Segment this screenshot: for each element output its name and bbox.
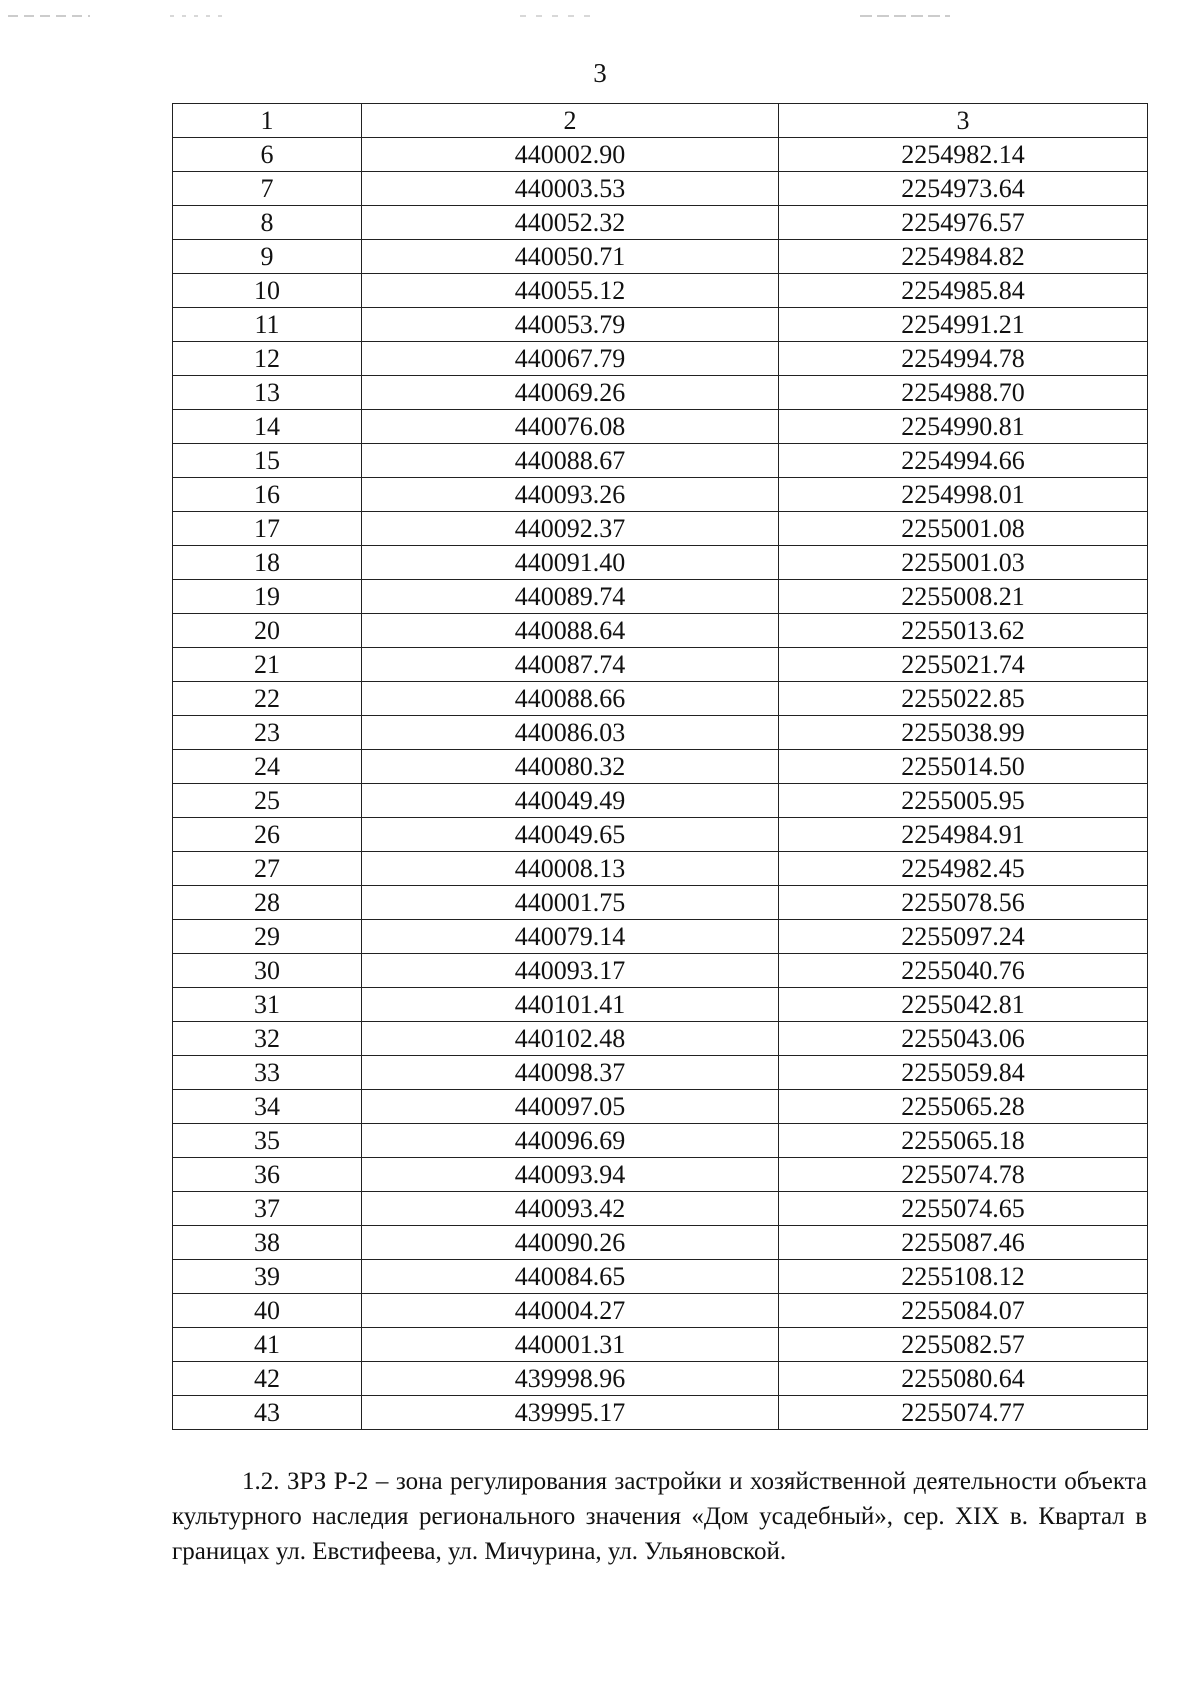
header-cell-col2: 2: [362, 104, 779, 138]
table-row: [173, 1158, 1148, 1192]
table-row: [173, 886, 1148, 920]
x-coordinate-cell: 440097.05: [362, 1090, 779, 1124]
zone-description-paragraph: 1.2. ЗРЗ Р-2 – зона регулирования застройки и хозяйственной деятельности объекта культурного наследия регионального значения «Дом усадебный», сер. XIX в. Квартал в границах ул. Евстифеева, ул. Мичурина, ул. Ульяновской.: [172, 1468, 1147, 1565]
x-coordinate-cell: 440091.40: [362, 546, 779, 580]
point-number-cell: 41: [173, 1328, 362, 1362]
point-number-cell: 20: [173, 614, 362, 648]
y-coordinate-cell: 2255059.84: [779, 1056, 1148, 1090]
point-number-cell: 22: [173, 682, 362, 716]
x-coordinate-cell: 440102.48: [362, 1022, 779, 1056]
x-coordinate-cell: 440080.32: [362, 750, 779, 784]
table-row: [173, 478, 1148, 512]
point-number-cell: 39: [173, 1260, 362, 1294]
x-coordinate-cell: 440093.94: [362, 1158, 779, 1192]
x-coordinate-cell: 440098.37: [362, 1056, 779, 1090]
x-coordinate-cell: 440008.13: [362, 852, 779, 886]
x-coordinate-cell: 440004.27: [362, 1294, 779, 1328]
table-row: [173, 614, 1148, 648]
point-number-cell: 8: [173, 206, 362, 240]
table-row: [173, 1124, 1148, 1158]
y-coordinate-cell: 2255042.81: [779, 988, 1148, 1022]
point-number-cell: 10: [173, 274, 362, 308]
x-coordinate-cell: 440067.79: [362, 342, 779, 376]
table-body: [173, 138, 1148, 1430]
x-coordinate-cell: 440088.67: [362, 444, 779, 478]
point-number-cell: 30: [173, 954, 362, 988]
y-coordinate-cell: 2255001.08: [779, 512, 1148, 546]
x-coordinate-cell: 440096.69: [362, 1124, 779, 1158]
x-coordinate-cell: 440087.74: [362, 648, 779, 682]
point-number-cell: 13: [173, 376, 362, 410]
table-row: [173, 1328, 1148, 1362]
point-number-cell: 14: [173, 410, 362, 444]
table-row: [173, 308, 1148, 342]
y-coordinate-cell: 2254988.70: [779, 376, 1148, 410]
table-row: [173, 1226, 1148, 1260]
y-coordinate-cell: 2255043.06: [779, 1022, 1148, 1056]
y-coordinate-cell: 2255014.50: [779, 750, 1148, 784]
table-row: [173, 988, 1148, 1022]
x-coordinate-cell: 440089.74: [362, 580, 779, 614]
point-number-cell: 24: [173, 750, 362, 784]
table-row: [173, 1090, 1148, 1124]
y-coordinate-cell: 2255021.74: [779, 648, 1148, 682]
point-number-cell: 12: [173, 342, 362, 376]
point-number-cell: 27: [173, 852, 362, 886]
y-coordinate-cell: 2255078.56: [779, 886, 1148, 920]
point-number-cell: 36: [173, 1158, 362, 1192]
y-coordinate-cell: 2255074.65: [779, 1192, 1148, 1226]
y-coordinate-cell: 2255084.07: [779, 1294, 1148, 1328]
point-number-cell: 26: [173, 818, 362, 852]
x-coordinate-cell: 439995.17: [362, 1396, 779, 1430]
y-coordinate-cell: 2255065.28: [779, 1090, 1148, 1124]
y-coordinate-cell: 2254994.66: [779, 444, 1148, 478]
page-number: 3: [593, 58, 607, 88]
x-coordinate-cell: 440090.26: [362, 1226, 779, 1260]
point-number-cell: 32: [173, 1022, 362, 1056]
table-row: [173, 1294, 1148, 1328]
table-row: [173, 920, 1148, 954]
point-number-cell: 37: [173, 1192, 362, 1226]
point-number-cell: 15: [173, 444, 362, 478]
x-coordinate-cell: 440079.14: [362, 920, 779, 954]
x-coordinate-cell: 440002.90: [362, 138, 779, 172]
y-coordinate-cell: 2254984.82: [779, 240, 1148, 274]
y-coordinate-cell: 2254973.64: [779, 172, 1148, 206]
x-coordinate-cell: 440050.71: [362, 240, 779, 274]
y-coordinate-cell: 2255022.85: [779, 682, 1148, 716]
table-row: [173, 206, 1148, 240]
point-number-cell: 34: [173, 1090, 362, 1124]
table-row: [173, 1192, 1148, 1226]
y-coordinate-cell: 2255074.78: [779, 1158, 1148, 1192]
table-row: [173, 274, 1148, 308]
point-number-cell: 43: [173, 1396, 362, 1430]
y-coordinate-cell: 2254994.78: [779, 342, 1148, 376]
x-coordinate-cell: 440084.65: [362, 1260, 779, 1294]
point-number-cell: 28: [173, 886, 362, 920]
table-row: [173, 784, 1148, 818]
header-cell-col1: 1: [173, 104, 362, 138]
header-cell-col3: 3: [779, 104, 1148, 138]
y-coordinate-cell: 2254991.21: [779, 308, 1148, 342]
point-number-cell: 9: [173, 240, 362, 274]
table-row: [173, 342, 1148, 376]
point-number-cell: 11: [173, 308, 362, 342]
table-row: [173, 376, 1148, 410]
x-coordinate-cell: 440055.12: [362, 274, 779, 308]
x-coordinate-cell: 440052.32: [362, 206, 779, 240]
table-row: [173, 1022, 1148, 1056]
point-number-cell: 16: [173, 478, 362, 512]
y-coordinate-cell: 2254984.91: [779, 818, 1148, 852]
table-row: [173, 240, 1148, 274]
table-row: [173, 682, 1148, 716]
x-coordinate-cell: 440001.75: [362, 886, 779, 920]
point-number-cell: 42: [173, 1362, 362, 1396]
y-coordinate-cell: 2254976.57: [779, 206, 1148, 240]
y-coordinate-cell: 2254982.14: [779, 138, 1148, 172]
table-row: [173, 580, 1148, 614]
scan-edge-marks: [0, 14, 1200, 18]
y-coordinate-cell: 2255001.03: [779, 546, 1148, 580]
table-row: [173, 172, 1148, 206]
x-coordinate-cell: 440088.64: [362, 614, 779, 648]
x-coordinate-cell: 440093.42: [362, 1192, 779, 1226]
y-coordinate-cell: 2255065.18: [779, 1124, 1148, 1158]
y-coordinate-cell: 2255005.95: [779, 784, 1148, 818]
table-row: [173, 648, 1148, 682]
x-coordinate-cell: 440069.26: [362, 376, 779, 410]
x-coordinate-cell: 440093.17: [362, 954, 779, 988]
y-coordinate-cell: 2255080.64: [779, 1362, 1148, 1396]
y-coordinate-cell: 2254990.81: [779, 410, 1148, 444]
point-number-cell: 19: [173, 580, 362, 614]
x-coordinate-cell: 440092.37: [362, 512, 779, 546]
table-row: [173, 410, 1148, 444]
point-number-cell: 18: [173, 546, 362, 580]
table-row: [173, 818, 1148, 852]
point-number-cell: 7: [173, 172, 362, 206]
y-coordinate-cell: 2255087.46: [779, 1226, 1148, 1260]
point-number-cell: 23: [173, 716, 362, 750]
y-coordinate-cell: 2255074.77: [779, 1396, 1148, 1430]
x-coordinate-cell: 440053.79: [362, 308, 779, 342]
x-coordinate-cell: 440001.31: [362, 1328, 779, 1362]
table-row: [173, 1362, 1148, 1396]
y-coordinate-cell: 2254998.01: [779, 478, 1148, 512]
y-coordinate-cell: 2255038.99: [779, 716, 1148, 750]
table-header-row: [173, 104, 1148, 138]
point-number-cell: 38: [173, 1226, 362, 1260]
y-coordinate-cell: 2254985.84: [779, 274, 1148, 308]
x-coordinate-cell: 440093.26: [362, 478, 779, 512]
x-coordinate-cell: 439998.96: [362, 1362, 779, 1396]
table-row: [173, 716, 1148, 750]
table-row: [173, 138, 1148, 172]
point-number-cell: 35: [173, 1124, 362, 1158]
point-number-cell: 31: [173, 988, 362, 1022]
x-coordinate-cell: 440049.49: [362, 784, 779, 818]
x-coordinate-cell: 440101.41: [362, 988, 779, 1022]
table-row: [173, 1260, 1148, 1294]
y-coordinate-cell: 2254982.45: [779, 852, 1148, 886]
table-row: [173, 546, 1148, 580]
x-coordinate-cell: 440049.65: [362, 818, 779, 852]
point-number-cell: 25: [173, 784, 362, 818]
coordinates-table: [172, 103, 1148, 1430]
x-coordinate-cell: 440003.53: [362, 172, 779, 206]
y-coordinate-cell: 2255013.62: [779, 614, 1148, 648]
point-number-cell: 40: [173, 1294, 362, 1328]
table-row: [173, 750, 1148, 784]
table-row: [173, 1396, 1148, 1430]
point-number-cell: 21: [173, 648, 362, 682]
point-number-cell: 17: [173, 512, 362, 546]
x-coordinate-cell: 440088.66: [362, 682, 779, 716]
table-row: [173, 512, 1148, 546]
point-number-cell: 33: [173, 1056, 362, 1090]
table-row: [173, 852, 1148, 886]
table-row: [173, 1056, 1148, 1090]
point-number-cell: 29: [173, 920, 362, 954]
y-coordinate-cell: 2255097.24: [779, 920, 1148, 954]
table-row: [173, 954, 1148, 988]
table-row: [173, 444, 1148, 478]
x-coordinate-cell: 440076.08: [362, 410, 779, 444]
y-coordinate-cell: 2255108.12: [779, 1260, 1148, 1294]
y-coordinate-cell: 2255040.76: [779, 954, 1148, 988]
y-coordinate-cell: 2255008.21: [779, 580, 1148, 614]
y-coordinate-cell: 2255082.57: [779, 1328, 1148, 1362]
x-coordinate-cell: 440086.03: [362, 716, 779, 750]
point-number-cell: 6: [173, 138, 362, 172]
